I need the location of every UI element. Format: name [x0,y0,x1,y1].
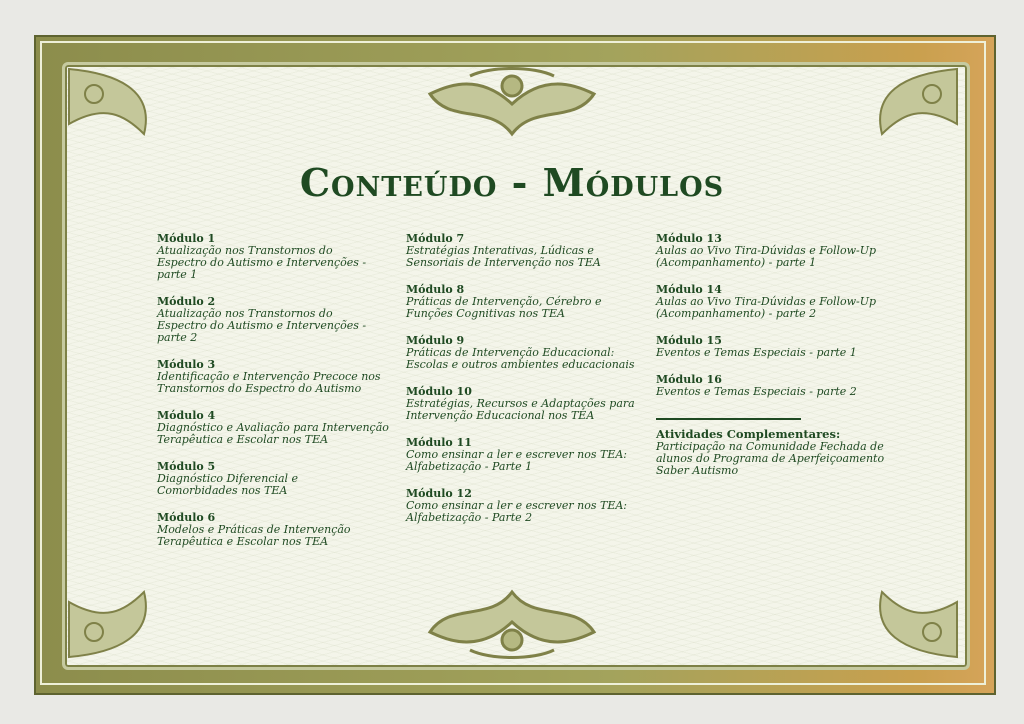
module-description: Eventos e Temas Especiais - parte 2 [656,385,857,398]
module-description: Estratégias Interativas, Lúdicas e Sensoriais de Intervenção nos TEA [406,244,601,269]
module-label: Módulo 11 [406,436,472,449]
module-description: Atualização nos Transtornos do Espectro do Autismo e Intervenções - parte 2 [157,307,367,344]
module-description: Práticas de Intervenção, Cérebro e Funções Cognitivas nos TEA [406,295,602,320]
module-label: Módulo 1 [157,232,216,245]
module-item [406,385,646,422]
complementary-description: Participação na Comunidade Fechada de alunos do Programa de Aperfeiçoamento Saber Autismo [656,440,885,477]
module-item [406,487,646,524]
module-description: Aulas ao Vivo Tira-Dúvidas e Follow-Up (Acompanhamento) - parte 1 [656,244,877,269]
module-label: Módulo 13 [656,232,722,245]
module-label: Módulo 8 [406,283,465,296]
module-item [406,232,646,269]
module-label: Módulo 4 [157,409,216,422]
modules-column-2 [406,232,646,538]
corner-flourish-icon [842,542,962,662]
module-item [157,358,397,395]
module-item [656,334,896,359]
module-description: Estratégias, Recursos e Adaptações para Intervenção Educacional nos TEA [406,397,635,422]
module-description: Modelos e Práticas de Intervenção Terapêutica e Escolar nos TEA [157,523,351,548]
module-label: Módulo 16 [656,373,722,386]
module-item [406,436,646,473]
module-description: Práticas de Intervenção Educacional: Escolas e outros ambientes educacionais [406,346,635,371]
module-item [406,283,646,320]
module-label: Módulo 7 [406,232,465,245]
page-title: Conteúdo - Módulos [299,160,725,205]
module-label: Módulo 2 [157,295,216,308]
module-description: Como ensinar a ler e escrever nos TEA: Alfabetização - Parte 1 [406,448,628,473]
modules-column-1 [157,232,397,562]
module-label: Módulo 6 [157,511,216,524]
module-item [656,232,896,269]
scroll-ornament-top [410,64,614,144]
module-item [157,511,397,548]
module-item [406,334,646,371]
module-description: Diagnóstico Diferencial e Comorbidades nos TEA [157,472,299,497]
scroll-ornament-bottom [410,582,614,662]
module-label: Módulo 10 [406,385,472,398]
module-description: Aulas ao Vivo Tira-Dúvidas e Follow-Up (Acompanhamento) - parte 2 [656,295,877,320]
section-divider [656,418,801,420]
module-item [656,373,896,398]
module-item [157,232,397,281]
module-label: Módulo 15 [656,334,722,347]
module-description: Identificação e Intervenção Precoce nos Transtornos do Espectro do Autismo [157,370,381,395]
module-label: Módulo 9 [406,334,465,347]
module-item [656,283,896,320]
module-description: Diagnóstico e Avaliação para Intervenção Terapêutica e Escolar nos TEA [157,421,389,446]
module-item [157,295,397,344]
module-label: Módulo 12 [406,487,472,500]
module-description: Como ensinar a ler e escrever nos TEA: Alfabetização - Parte 2 [406,499,628,524]
module-label: Módulo 5 [157,460,216,473]
module-description: Atualização nos Transtornos do Espectro do Autismo e Intervenções - parte 1 [157,244,367,281]
complementary-heading: Atividades Complementares: [656,427,841,441]
modules-column-3 [656,232,896,477]
module-label: Módulo 3 [157,358,216,371]
module-item [157,460,397,497]
module-item [157,409,397,446]
module-label: Módulo 14 [656,283,722,296]
module-description: Eventos e Temas Especiais - parte 1 [656,346,857,359]
